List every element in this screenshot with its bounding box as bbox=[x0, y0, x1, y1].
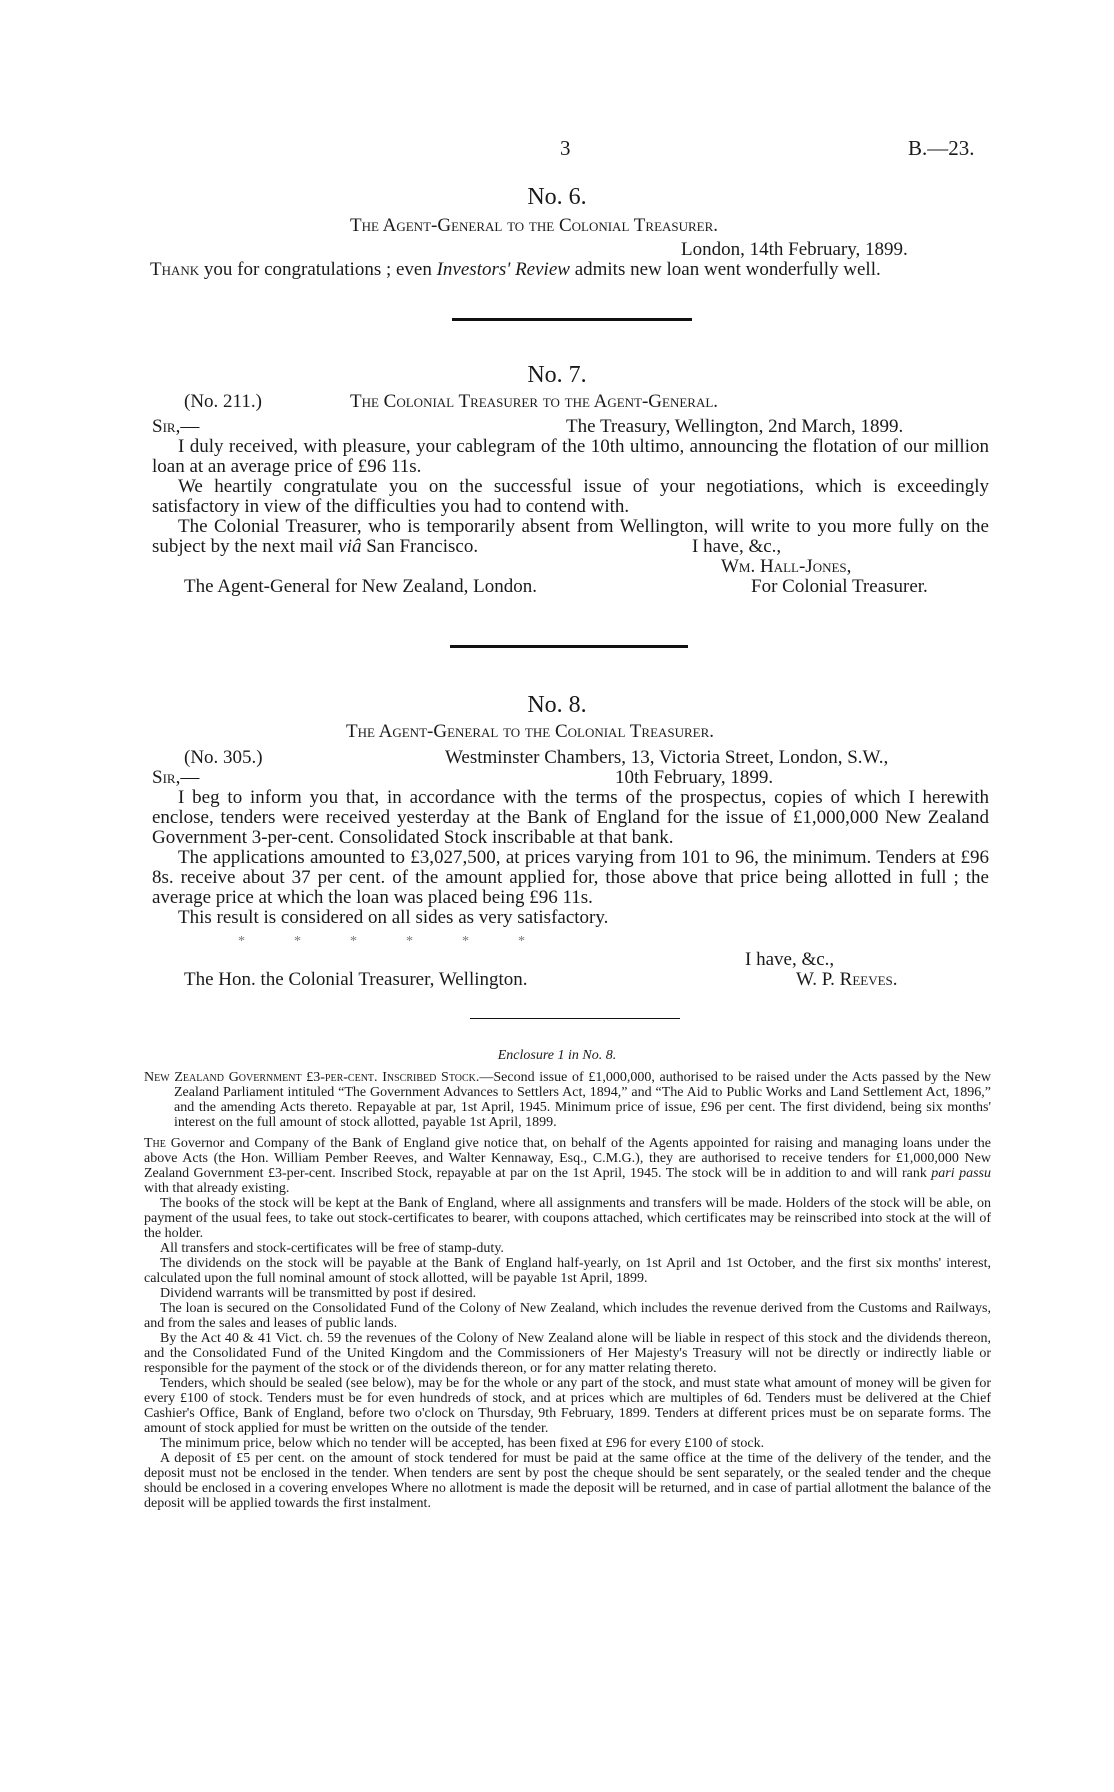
no8-date: 10th February, 1899. bbox=[615, 767, 774, 788]
no7-date: The Treasury, Wellington, 2nd March, 1899. bbox=[566, 416, 904, 437]
no8-paragraph-2: The applications amounted to £3,027,500, at prices varying from 101 to 96, the minimum. Tenders at £96 8s. receive about 37 per cent. of the amount applied for, those above that price being allotted in full ; the average price at which the loan was placed being £96 11s. bbox=[152, 847, 989, 908]
enclosure-paragraph-1 bbox=[144, 1136, 991, 1196]
no6-number: No. 6. bbox=[527, 184, 587, 210]
no7-letter-body bbox=[152, 437, 989, 557]
enclosure-paragraph-2: The books of the stock will be kept at the Bank of England, where all assignments and transfers will be made. Holders of the stock will be able, on payment of the usual fees, to take out stock-certificates to bearer, with coupons attached, which certificates may be reinscribed into stock at the will of the holder. bbox=[144, 1196, 991, 1241]
no8-address: Westminster Chambers, 13, Victoria Street, London, S.W., bbox=[445, 747, 889, 768]
enclosure-title: Enclosure 1 in No. 8. bbox=[497, 1048, 617, 1063]
no6-body-text-b: admits new loan went wonderfully well. bbox=[569, 259, 881, 280]
no7-paragraph-1: I duly received, with pleasure, your cablegram of the 10th ultimo, announcing the flotation of our million loan at an average price of £96 11s. bbox=[152, 436, 989, 477]
no6-body-lead: Thank bbox=[150, 259, 200, 280]
enclosure-heading bbox=[144, 1070, 991, 1130]
enclosure-paragraph-6: The loan is secured on the Consolidated Fund of the Colony of New Zealand, which includes the revenue derived from the Customs and Railways, and from the sales and leases of public lands. bbox=[144, 1301, 991, 1331]
no7-reference: (No. 211.) bbox=[184, 391, 262, 412]
no8-salutation: Sir,— bbox=[152, 767, 200, 788]
no6-body-text-a: you for congratulations ; even bbox=[199, 259, 437, 280]
no6-body-italic: Investors' Review bbox=[436, 259, 570, 280]
enclosure-p1-text-b: with that already existing. bbox=[144, 1181, 290, 1196]
enclosure-paragraph-8: Tenders, which should be sealed (see below), may be for the whole or any part of the stock, and must state what amount of money will be given for every £100 of stock. Tenders must be for even hundreds of stock, and at prices which are multiples of 6d. Tenders must be delivered at the Chief Cashier's Office, Bank of England, before two o'clock on Thursday, 9th February, 1899. Tenders at different prices must be on separate forms. The amount of stock applied for must be written on the outside of the tender. bbox=[144, 1376, 991, 1436]
no8-heading: The Agent-General to the Colonial Treasurer. bbox=[346, 721, 715, 742]
enclosure-body bbox=[144, 1070, 991, 1511]
enclosure-paragraph-5: Dividend warrants will be transmitted by post if desired. bbox=[160, 1286, 477, 1301]
no6-body bbox=[150, 260, 881, 280]
no7-signatory-title: For Colonial Treasurer. bbox=[751, 576, 928, 597]
no7-paragraph-2: We heartily congratulate you on the successful issue of your negotiations, which is exceedingly satisfactory in view of the difficulties you had to contend with. bbox=[152, 476, 989, 517]
document-reference: B.—23. bbox=[908, 136, 975, 160]
no8-signatory: W. P. Reeves. bbox=[796, 969, 898, 990]
section-divider bbox=[452, 318, 692, 321]
enclosure-paragraph-7: By the Act 40 & 41 Vict. ch. 59 the revenues of the Colony of New Zealand alone will be liable in respect of this stock and the dividends thereon, and the Consolidated Fund of the United Kingdom and the Commissioners of Her Majesty's Treasury will not be directly or indirectly liable or responsible for the payment of the stock or of the dividends thereon, or for any matter relating thereto. bbox=[144, 1331, 991, 1376]
no7-para3-italic: viâ bbox=[338, 536, 362, 557]
enclosure-p1-italic: pari passu bbox=[931, 1166, 992, 1181]
enclosure-paragraph-10: A deposit of £5 per cent. on the amount of stock tendered for must be paid at the same office at the time of the delivery of the tender, and the deposit must not be enclosed in the tender. When tenders are sent by post the cheque should be sent separately, or the sealed tender and the cheque should be enclosed in a covering envelopes Where no allotment is made the deposit will be returned, and in case of partial allotment the balance of the deposit will be applied towards the first instalment. bbox=[144, 1451, 991, 1511]
omission-asterisks: * * * * * * bbox=[238, 934, 525, 949]
no7-para3-text-a: The Colonial Treasurer, who is temporarily absent from Wellington, will write to you more fully on the subject by the next mail bbox=[152, 516, 989, 557]
section-divider bbox=[450, 645, 688, 648]
no7-salutation: Sir,— bbox=[152, 416, 200, 437]
no8-reference: (No. 305.) bbox=[184, 747, 263, 768]
no7-closing: I have, &c., bbox=[692, 536, 782, 557]
enclosure-paragraph-9: The minimum price, below which no tender will be accepted, has been fixed at £96 for every £100 of stock. bbox=[160, 1436, 765, 1451]
no8-closing: I have, &c., bbox=[745, 949, 835, 970]
no8-number: No. 8. bbox=[527, 692, 587, 718]
no7-para3-text-b: San Francisco. bbox=[361, 536, 479, 557]
no7-heading: The Colonial Treasurer to the Agent-General. bbox=[350, 391, 719, 412]
page-number: 3 bbox=[560, 136, 571, 160]
no8-paragraph-1: I beg to inform you that, in accordance with the terms of the prospectus, copies of which I herewith enclose, tenders were received yesterday at the Bank of England for the issue of £1,000,000 New Zealand Government 3-per-cent. Consolidated Stock inscribable at that bank. bbox=[152, 787, 989, 848]
enclosure-p1-text-a: Governor and Company of the Bank of England give notice that, on behalf of the Agents appointed for raising and managing loans under the above Acts (the Hon. William Pember Reeves, and Walter Kennaway, Esq., C.M.G.), they are authorised to receive tenders for £1,000,000 New Zealand Government £3-per-cent. Inscribed Stock, repayable at par on the 1st April, 1945. The stock will be in addition to and will rank bbox=[144, 1136, 991, 1181]
no7-paragraph-3 bbox=[152, 517, 989, 557]
no8-addressee: The Hon. the Colonial Treasurer, Wellington. bbox=[184, 969, 528, 990]
no7-signatory: Wm. Hall-Jones, bbox=[721, 556, 852, 577]
no6-date: London, 14th February, 1899. bbox=[681, 239, 908, 260]
no8-paragraph-3: This result is considered on all sides as very satisfactory. bbox=[178, 907, 609, 928]
enclosure-p1-lead: The bbox=[144, 1136, 166, 1151]
no6-heading: The Agent-General to the Colonial Treasurer. bbox=[350, 215, 719, 236]
enclosure-divider bbox=[470, 1018, 680, 1019]
enclosure-paragraph-3: All transfers and stock-certificates will be free of stamp-duty. bbox=[160, 1241, 504, 1256]
no7-addressee: The Agent-General for New Zealand, London. bbox=[184, 576, 537, 597]
enclosure-heading-lead: New Zealand Government £3-per-cent. Inscribed Stock. bbox=[144, 1070, 480, 1085]
no8-letter-body bbox=[152, 788, 989, 928]
enclosure-paragraph-4: The dividends on the stock will be payable at the Bank of England half-yearly, on 1st April and 1st October, and the first six months' interest, calculated upon the full nominal amount of stock allotted, will be payable 1st April, 1899. bbox=[144, 1256, 991, 1286]
no7-number: No. 7. bbox=[527, 362, 587, 388]
enclosure-heading-body: —Second issue of £1,000,000, authorised to be raised under the Acts passed by the New Zealand Parliament intituled “The Government Advances to Settlers Act, 1894,” and “The Aid to Public Works and Land Settlement Act, 1896,” and the amending Acts thereto. Repayable at par, 1st April, 1945. Minimum price of issue, £96 per cent. The first dividend, being six months' interest on the full amount of stock allotted, payable 1st April, 1899. bbox=[174, 1070, 991, 1130]
